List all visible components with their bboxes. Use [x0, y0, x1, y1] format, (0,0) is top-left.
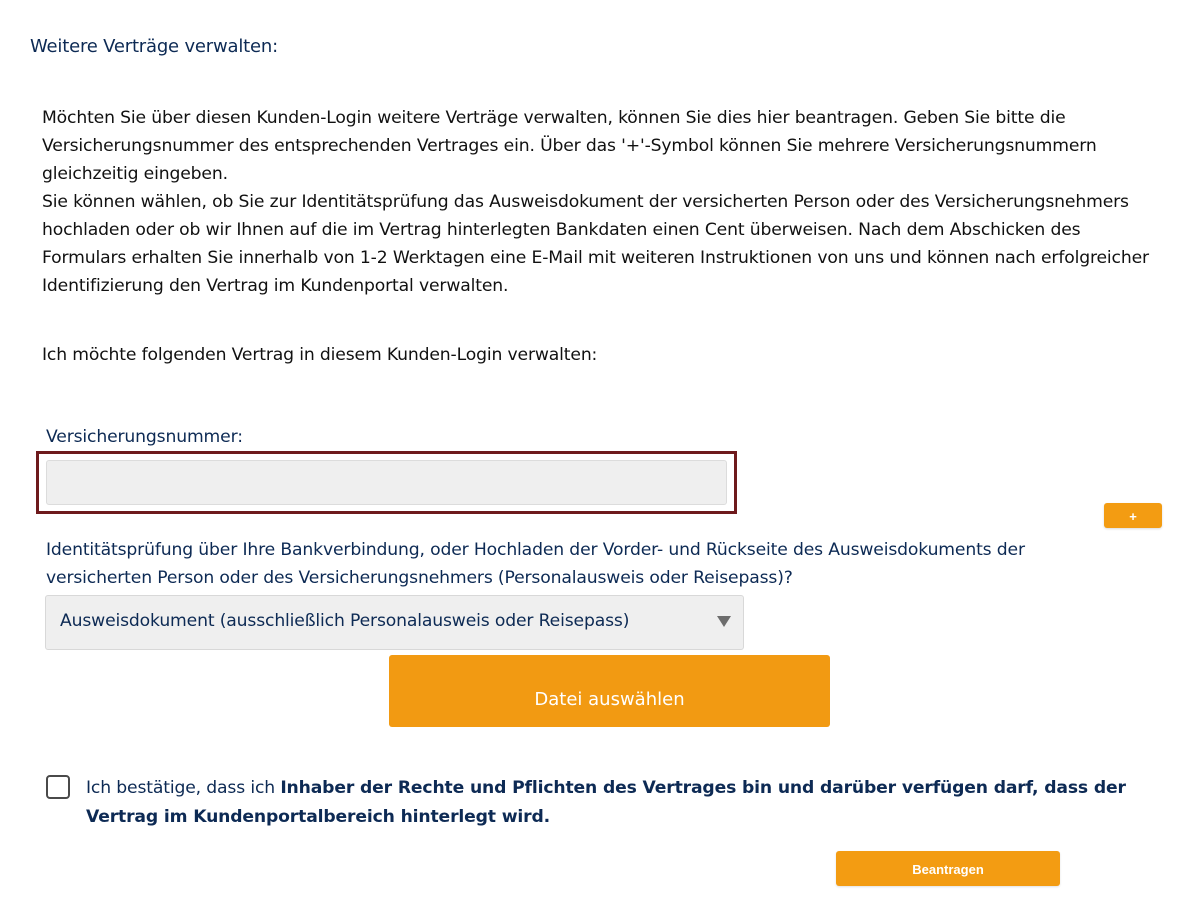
identity-method-select[interactable]: [45, 595, 744, 650]
insurance-number-input[interactable]: [46, 460, 727, 505]
consent-checkbox[interactable]: [46, 775, 70, 799]
intro-text: [42, 104, 1162, 300]
intro-paragraph-1: Möchten Sie über diesen Kunden-Login weitere Verträge verwalten, können Sie dies hier beantragen. Geben Sie bitte die Versicherungsnummer des entsprechenden Vertrages ein. Über das '+'-Symbol können Sie mehrere Versicherungsnummern gleichzeitig eingeben.: [42, 108, 1097, 184]
form-lead-text: Ich möchte folgenden Vertrag in diesem Kunden-Login verwalten:: [42, 345, 598, 365]
insurance-number-label: Versicherungsnummer:: [46, 427, 243, 447]
add-insurance-number-button[interactable]: +: [1104, 503, 1162, 528]
consent-text-prefix: Ich bestätige, dass ich: [86, 778, 281, 798]
consent-text: [86, 774, 1126, 832]
consent-text-bold: Inhaber der Rechte und Pflichten des Vertrages bin und darüber verfügen darf, dass der Vertrag im Kundenportalbereich hinterlegt wird.: [86, 778, 1126, 827]
identity-method-selected-value: Ausweisdokument (ausschließlich Personalausweis oder Reisepass): [60, 611, 630, 631]
insurance-number-field-highlight: [36, 451, 737, 514]
choose-file-button[interactable]: Datei auswählen: [389, 655, 830, 727]
section-title: Weitere Verträge verwalten:: [30, 36, 278, 57]
intro-paragraph-2: Sie können wählen, ob Sie zur Identitätsprüfung das Ausweisdokument der versicherten Person oder des Versicherungsnehmers hochladen oder ob wir Ihnen auf die im Vertrag hinterlegten Bankdaten einen Cent überweisen. Nach dem Abschicken des Formulars erhalten Sie innerhalb von 1-2 Werktagen eine E-Mail mit weiteren Instruktionen von uns und können nach erfolgreicher Identifizierung den Vertrag im Kundenportal verwalten.: [42, 192, 1149, 296]
chevron-down-icon: [717, 616, 731, 627]
identity-check-question: Identitätsprüfung über Ihre Bankverbindung, oder Hochladen der Vorder- und Rückseite des Ausweisdokuments der versicherten Person oder des Versicherungsnehmers (Personalausweis oder Reisepass)?: [46, 540, 1025, 588]
submit-button[interactable]: Beantragen: [836, 851, 1060, 886]
